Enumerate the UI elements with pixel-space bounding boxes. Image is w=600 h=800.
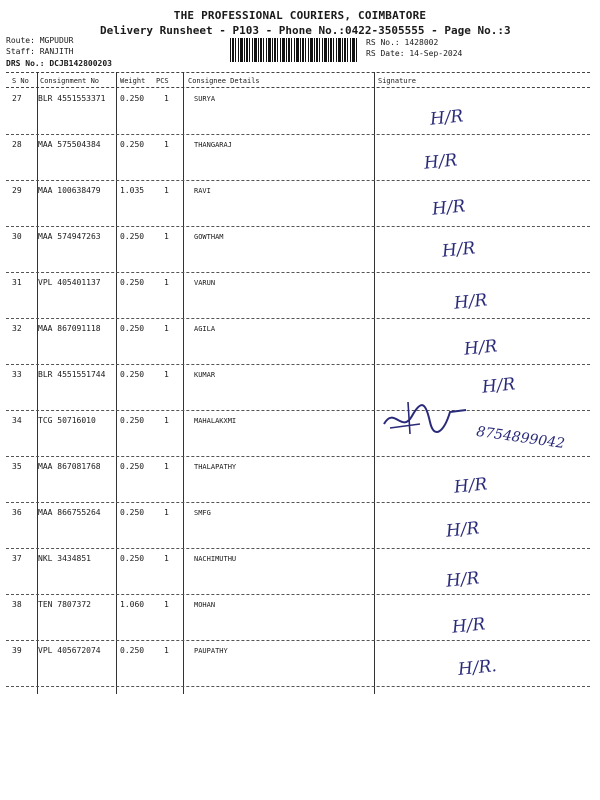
table-row [6, 456, 590, 503]
row-weight: 1.060 [120, 600, 145, 609]
row-consignee: MOHAN [194, 601, 216, 609]
row-signature: H/R [453, 474, 489, 498]
col-header-pcs: PCS [156, 77, 169, 85]
table-row [6, 502, 590, 549]
table-row [6, 226, 590, 273]
row-consignment-no: MAA 867091118 [38, 324, 101, 333]
row-sno: 30 [12, 232, 22, 241]
col-header-consignee: Consignee Details [188, 77, 260, 85]
table-row [6, 88, 590, 135]
company-title: THE PROFESSIONAL COURIERS, COIMBATORE [173, 9, 427, 22]
row-weight: 0.250 [120, 278, 145, 287]
row-sno: 28 [12, 140, 22, 149]
row-sno: 38 [12, 600, 22, 609]
handwritten-signature [380, 398, 470, 440]
col-header-signature: Signature [378, 77, 416, 85]
col-header-sno: S No [12, 77, 29, 85]
row-signature: H/R [441, 238, 477, 262]
row-weight: 0.250 [120, 370, 145, 379]
row-consignment-no: MAA 575504384 [38, 140, 101, 149]
row-weight: 0.250 [120, 646, 145, 655]
row-pcs: 1 [164, 462, 169, 471]
row-sno: 33 [12, 370, 22, 379]
col-header-weight: Weight [120, 77, 146, 85]
rs-date-label: RS Date: [366, 49, 405, 58]
row-pcs: 1 [164, 508, 169, 517]
drs-value: DCJB142800203 [49, 59, 112, 68]
row-weight: 0.250 [120, 140, 145, 149]
row-signature: H/R [453, 290, 489, 314]
row-consignment-no: BLR 4551553371 [38, 94, 106, 103]
row-sno: 35 [12, 462, 22, 471]
row-pcs: 1 [164, 232, 169, 241]
row-weight: 0.250 [120, 324, 145, 333]
row-signature: H/R. [457, 656, 498, 680]
row-weight: 0.250 [120, 232, 145, 241]
row-consignee: GOWTHAM [194, 233, 224, 241]
row-consignee: NACHIMUTHU [194, 555, 237, 563]
table-row [6, 272, 590, 319]
rs-no-value: 1428002 [404, 38, 439, 47]
table-row [6, 364, 590, 411]
row-pcs: 1 [164, 370, 169, 379]
row-signature: H/R [451, 614, 487, 638]
row-pcs: 1 [164, 324, 169, 333]
row-consignee: THALAPATHY [194, 463, 237, 471]
table-row [6, 318, 590, 365]
row-signature: H/R [463, 336, 499, 360]
staff-value: RANJITH [39, 47, 74, 56]
drs-label: DRS No.: [6, 59, 45, 68]
route-label: Route: [6, 36, 35, 45]
row-sno: 34 [12, 416, 22, 425]
row-consignment-no: MAA 100638479 [38, 186, 101, 195]
row-weight: 1.035 [120, 186, 145, 195]
row-signature: H/R [423, 150, 459, 174]
row-pcs: 1 [164, 140, 169, 149]
row-sno: 32 [12, 324, 22, 333]
row-pcs: 1 [164, 554, 169, 563]
row-pcs: 1 [164, 416, 169, 425]
rs-no-line [366, 38, 438, 47]
row-consignment-no: VPL 405672074 [38, 646, 101, 655]
table-row [6, 640, 590, 687]
runsheet-title: Delivery Runsheet - P103 - Phone No.:0422-3505555 - Page No.:3 [100, 24, 511, 37]
row-consignee: KUMAR [194, 371, 216, 379]
table-row [6, 180, 590, 227]
row-consignee: MAHALAKXMI [194, 417, 237, 425]
rs-date-value: 14-Sep-2024 [409, 49, 463, 58]
row-consignee: THANGARAJ [194, 141, 232, 149]
handwritten-phone-number: 8754899042 [475, 423, 566, 453]
route-value: MGPUDUR [39, 36, 74, 45]
col-header-consignment: Consignment No [40, 77, 100, 85]
row-consignment-no: VPL 405401137 [38, 278, 101, 287]
row-pcs: 1 [164, 646, 169, 655]
row-weight: 0.250 [120, 94, 145, 103]
row-sno: 37 [12, 554, 22, 563]
row-consignment-no: NKL 3434851 [38, 554, 91, 563]
table-row [6, 594, 590, 641]
row-weight: 0.250 [120, 554, 145, 563]
row-pcs: 1 [164, 94, 169, 103]
rs-no-label: RS No.: [366, 38, 400, 47]
drs-line [6, 59, 112, 68]
row-sno: 39 [12, 646, 22, 655]
row-signature: H/R [481, 374, 517, 398]
row-signature: H/R [445, 518, 481, 542]
table-row [6, 134, 590, 181]
row-consignment-no: BLR 4551551744 [38, 370, 106, 379]
row-sno: 29 [12, 186, 22, 195]
row-sno: 36 [12, 508, 22, 517]
row-sno: 31 [12, 278, 22, 287]
barcode [230, 38, 358, 62]
route-line [6, 36, 73, 45]
rs-date-line [366, 49, 462, 58]
row-signature: H/R [431, 196, 467, 220]
row-consignment-no: MAA 574947263 [38, 232, 101, 241]
row-pcs: 1 [164, 278, 169, 287]
row-consignee: SMFG [194, 509, 211, 517]
row-weight: 0.250 [120, 508, 145, 517]
staff-line [6, 47, 73, 56]
row-consignment-no: MAA 866755264 [38, 508, 101, 517]
row-sno: 27 [12, 94, 22, 103]
row-weight: 0.250 [120, 462, 145, 471]
header-top-rule [6, 72, 590, 73]
row-consignee: RAVI [194, 187, 211, 195]
row-weight: 0.250 [120, 416, 145, 425]
row-consignment-no: TEN 7807372 [38, 600, 91, 609]
row-consignment-no: TCG 50716010 [38, 416, 96, 425]
row-consignee: AGILA [194, 325, 216, 333]
row-consignee: PAUPATHY [194, 647, 228, 655]
row-consignment-no: MAA 867081768 [38, 462, 101, 471]
row-consignee: SURYA [194, 95, 216, 103]
row-pcs: 1 [164, 186, 169, 195]
row-signature: H/R [445, 568, 481, 592]
row-pcs: 1 [164, 600, 169, 609]
row-signature: H/R [429, 106, 465, 130]
table-row [6, 548, 590, 595]
staff-label: Staff: [6, 47, 35, 56]
row-consignee: VARUN [194, 279, 216, 287]
